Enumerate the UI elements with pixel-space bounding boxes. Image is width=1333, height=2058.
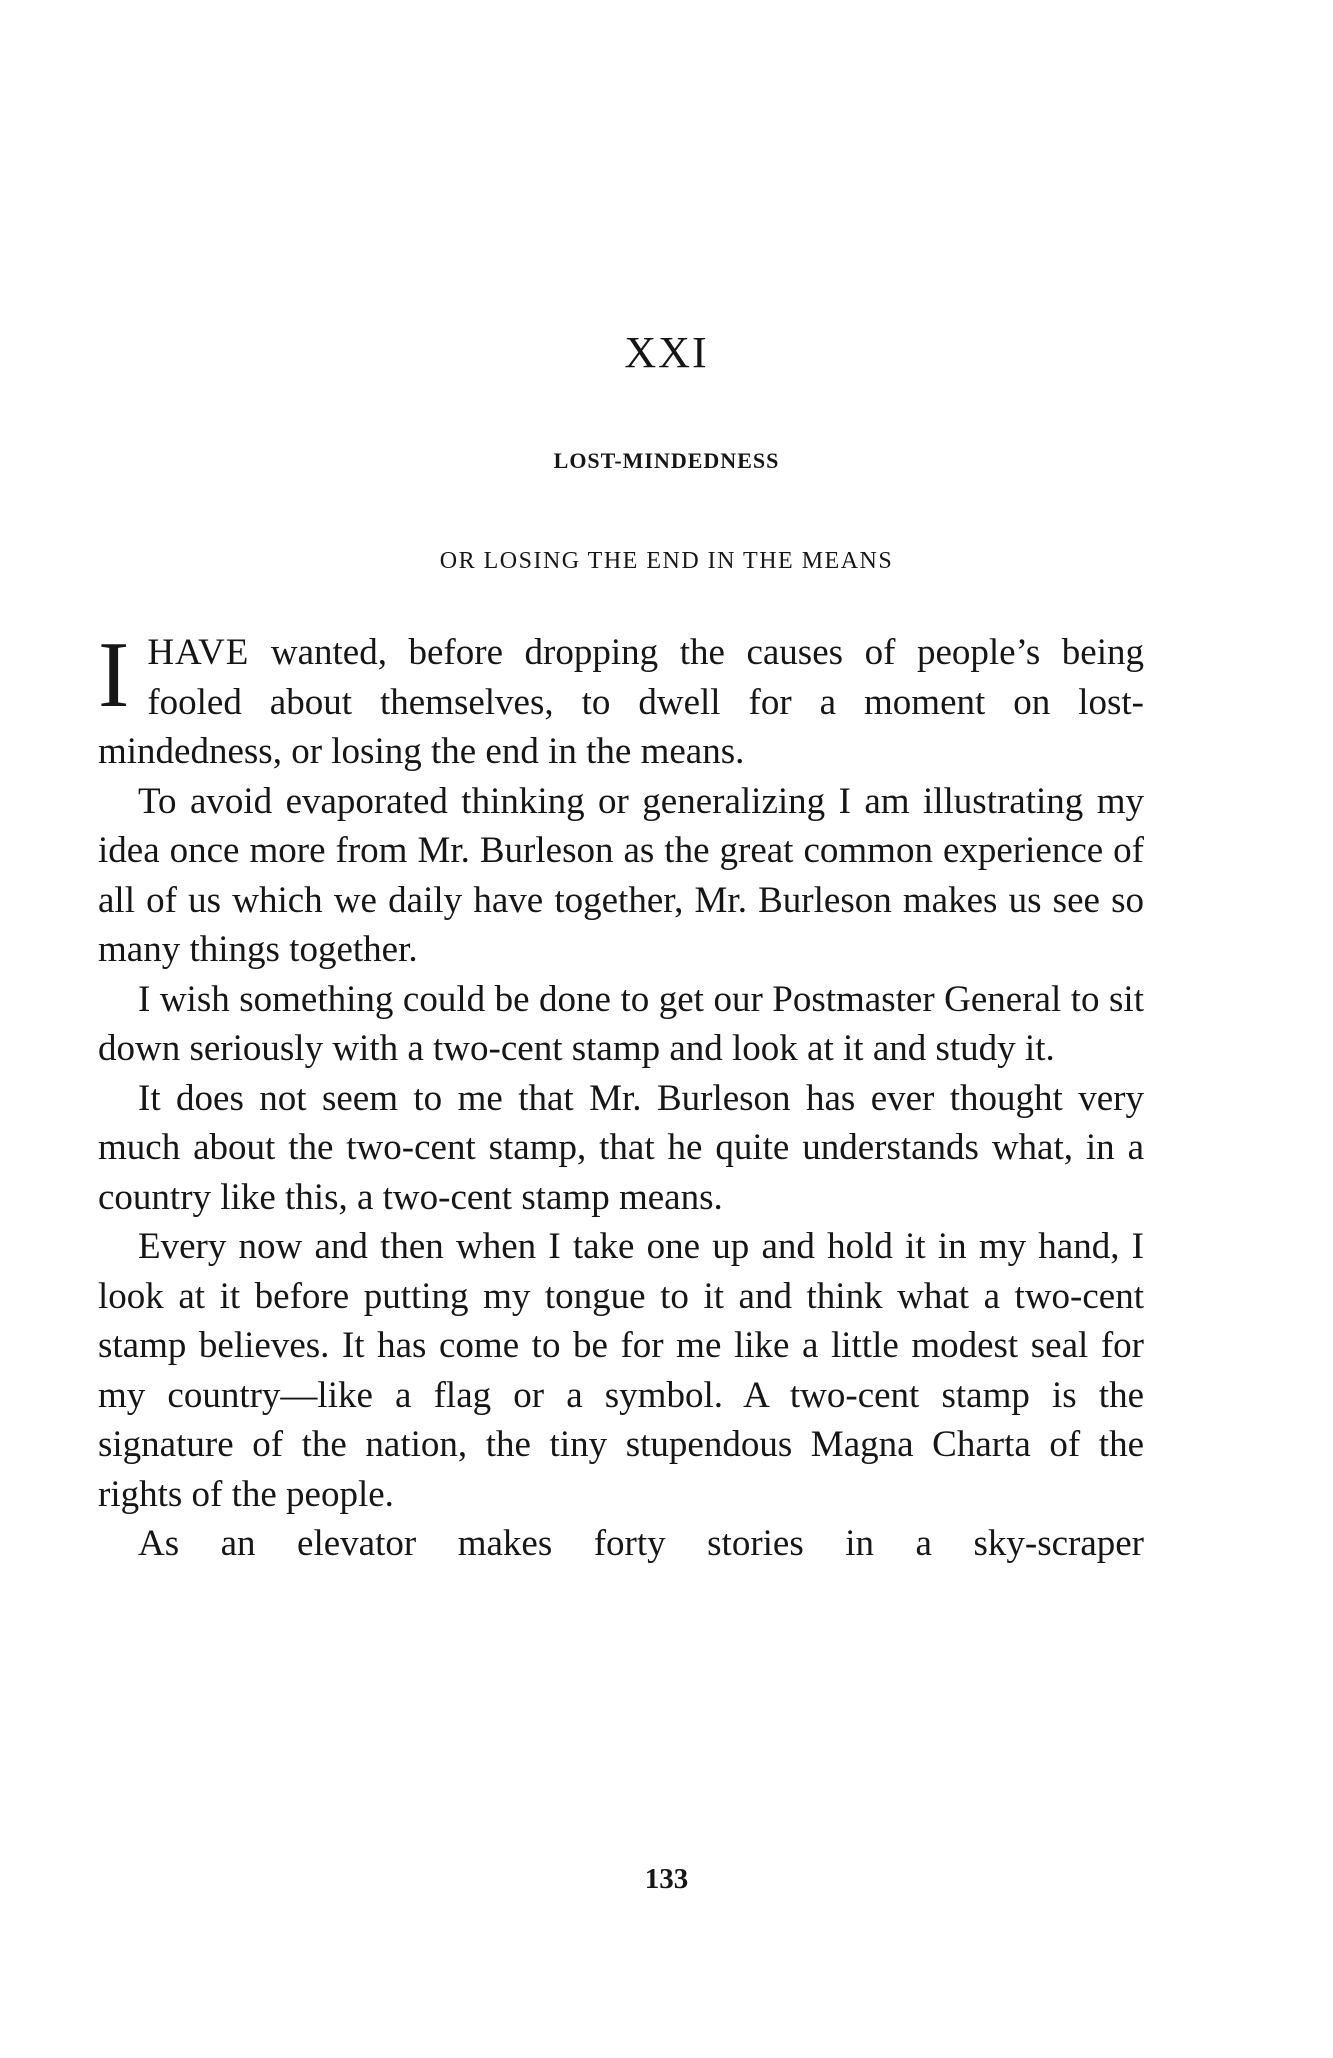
paragraph-6: As an elevator makes forty stories in a sky-scraper xyxy=(138,1523,1144,1564)
chapter-number: XXI xyxy=(624,328,709,377)
paragraph-2: To avoid evaporated thinking or generalizing I am illustrating my idea once more from Mr. Burleson as the great common experience of all of us which we daily have together, Mr. Burleson makes us see so many things together. xyxy=(98,780,1144,970)
page-number: 133 xyxy=(644,1863,689,1895)
chapter-subtitle: OR LOSING THE END IN THE MEANS xyxy=(439,548,894,574)
chapter-title: LOST-MINDEDNESS xyxy=(553,448,780,473)
opening-word: HAVE xyxy=(147,632,250,673)
paragraph-3: I wish something could be done to get our Postmaster General to sit down seriously with a two-cent stamp and look at it and study it. xyxy=(98,978,1144,1069)
paragraph-4: It does not seem to me that Mr. Burleson has ever thought very much about the two-cent stamp, that he quite understands what, in a country like this, a two-cent stamp means. xyxy=(98,1077,1144,1218)
chapter-body xyxy=(98,623,1144,1569)
paragraph-1-text: wanted, before dropping the causes of people’s being fooled about themselves, to dwell for a moment on lost-mindedness, or losing the end in the means. xyxy=(98,632,1144,772)
drop-cap: I xyxy=(98,623,130,727)
paragraph-1 xyxy=(98,623,1144,777)
paragraph-5: Every now and then when I take one up and hold it in my hand, I look at it before putting my tongue to it and think what a two-cent stamp believes. It has come to be for me like a little modest seal for my country—like a flag or a symbol. A two-cent stamp is the signature of the nation, the tiny stupendous Magna Charta of the rights of the people. xyxy=(98,1226,1144,1515)
